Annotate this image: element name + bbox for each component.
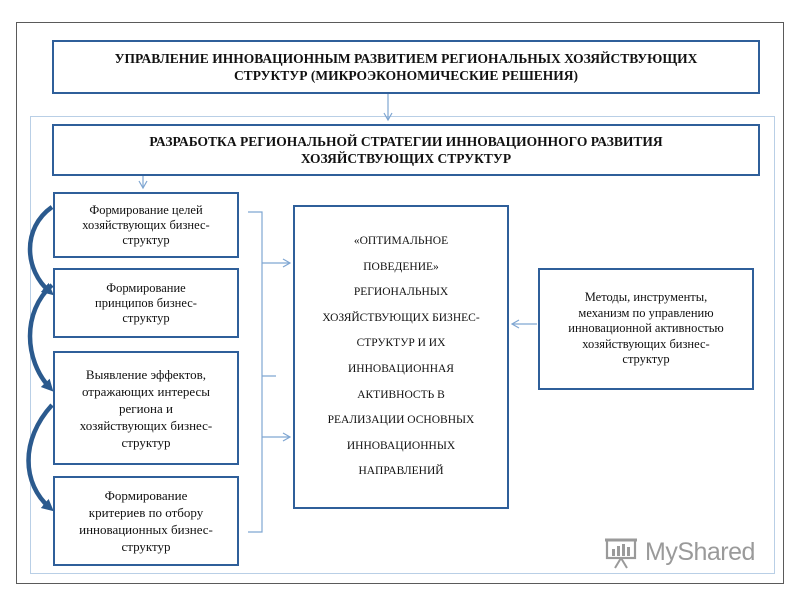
top-title-text: УПРАВЛЕНИЕ ИННОВАЦИОННЫМ РАЗВИТИЕМ РЕГИОНАЛЬНЫХ ХОЗЯЙСТВУЮЩИХ СТРУКТУР (МИКРОЭКОНОМИЧЕСКИЕ РЕШЕНИЯ) bbox=[114, 51, 698, 83]
methods-text: Методы, инструменты, механизм по управлению инновационной активностью хозяйствующих бизнес- структур bbox=[568, 290, 724, 367]
step-criteria-box bbox=[53, 476, 239, 566]
step-effects-text: Выявление эффектов, отражающих интересы региона и хозяйствующих бизнес- структур bbox=[79, 366, 213, 450]
step-goals-text: Формирование целей хозяйствующих бизнес- структур bbox=[82, 202, 210, 247]
step-goals-box bbox=[53, 192, 239, 258]
optimal-behavior-text: «ОПТИМАЛЬНОЕ ПОВЕДЕНИЕ» РЕГИОНАЛЬНЫХ ХОЗЯЙСТВУЮЩИХ БИЗНЕС- СТРУКТУР И ИХ ИННОВАЦИОННАЯ АКТИВНОСТЬ В РЕАЛИЗАЦИИ ОСНОВНЫХ ИННОВАЦИОННЫХ НАПРАВЛЕНИЙ bbox=[322, 235, 480, 478]
strategy-box bbox=[52, 124, 760, 176]
step-criteria-text: Формирование критериев по отбору инновационных бизнес- структур bbox=[79, 488, 213, 554]
strategy-text: РАЗРАБОТКА РЕГИОНАЛЬНОЙ СТРАТЕГИИ ИННОВАЦИОННОГО РАЗВИТИЯ ХОЗЯЙСТВУЮЩИХ СТРУКТУР bbox=[149, 134, 663, 166]
step-effects-box bbox=[53, 351, 239, 465]
presentation-icon bbox=[605, 536, 641, 570]
step-principles-text: Формирование принципов бизнес- структур bbox=[95, 280, 197, 325]
methods-box bbox=[538, 268, 754, 390]
watermark-logo bbox=[605, 536, 765, 572]
optimal-behavior-box bbox=[293, 205, 509, 509]
step-principles-box bbox=[53, 268, 239, 338]
watermark-text: MyShared bbox=[645, 538, 755, 566]
top-title-box bbox=[52, 40, 760, 94]
